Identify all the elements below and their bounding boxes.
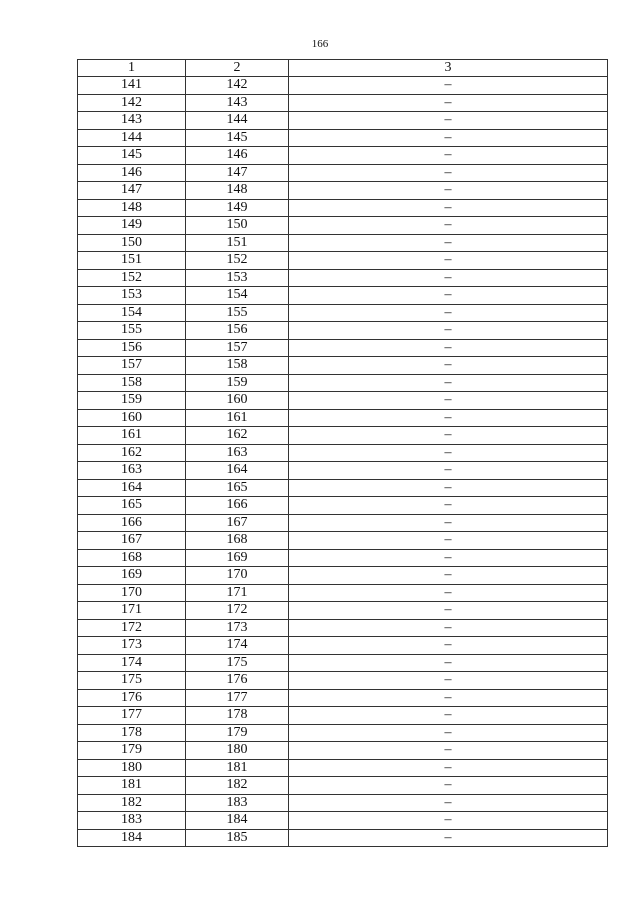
table-cell: 174 bbox=[186, 637, 289, 655]
table-cell: – bbox=[289, 269, 608, 287]
table-cell: – bbox=[289, 812, 608, 830]
table-row bbox=[78, 234, 608, 252]
table-cell: 176 bbox=[78, 689, 186, 707]
table-row bbox=[78, 427, 608, 445]
table-cell: – bbox=[289, 742, 608, 760]
table-row bbox=[78, 532, 608, 550]
table-cell: 145 bbox=[186, 129, 289, 147]
table-cell: 163 bbox=[186, 444, 289, 462]
table-cell: 177 bbox=[78, 707, 186, 725]
table-cell: 150 bbox=[78, 234, 186, 252]
table-cell: – bbox=[289, 479, 608, 497]
table-cell: – bbox=[289, 654, 608, 672]
table-cell: 149 bbox=[78, 217, 186, 235]
table-cell: 172 bbox=[78, 619, 186, 637]
table-row bbox=[78, 147, 608, 165]
table-cell: 169 bbox=[186, 549, 289, 567]
table-cell: 177 bbox=[186, 689, 289, 707]
table-row bbox=[78, 497, 608, 515]
table-cell: 147 bbox=[186, 164, 289, 182]
table-row bbox=[78, 567, 608, 585]
table-cell: 142 bbox=[78, 94, 186, 112]
table-row bbox=[78, 392, 608, 410]
table-row bbox=[78, 479, 608, 497]
table-cell: – bbox=[289, 322, 608, 340]
table-cell: 172 bbox=[186, 602, 289, 620]
table-row bbox=[78, 584, 608, 602]
table-cell: – bbox=[289, 532, 608, 550]
table-cell: 166 bbox=[78, 514, 186, 532]
table-cell: – bbox=[289, 374, 608, 392]
table-cell: 171 bbox=[78, 602, 186, 620]
table-cell: – bbox=[289, 584, 608, 602]
table-cell: – bbox=[289, 794, 608, 812]
table-cell: – bbox=[289, 392, 608, 410]
table-row bbox=[78, 777, 608, 795]
table-cell: – bbox=[289, 829, 608, 847]
table-row bbox=[78, 444, 608, 462]
table-cell: – bbox=[289, 147, 608, 165]
table-cell: – bbox=[289, 707, 608, 725]
table-row bbox=[78, 287, 608, 305]
table-cell: 146 bbox=[78, 164, 186, 182]
table-cell: 167 bbox=[78, 532, 186, 550]
table-cell: 171 bbox=[186, 584, 289, 602]
table-cell: 180 bbox=[186, 742, 289, 760]
table-cell: – bbox=[289, 217, 608, 235]
table-cell: 181 bbox=[186, 759, 289, 777]
table-cell: 169 bbox=[78, 567, 186, 585]
table-cell: 144 bbox=[186, 112, 289, 130]
table-cell: – bbox=[289, 234, 608, 252]
table-cell: 160 bbox=[78, 409, 186, 427]
table-row bbox=[78, 829, 608, 847]
table-cell: – bbox=[289, 497, 608, 515]
table-cell: – bbox=[289, 549, 608, 567]
table-cell: 161 bbox=[78, 427, 186, 445]
table-cell: 151 bbox=[78, 252, 186, 270]
table-cell: 181 bbox=[78, 777, 186, 795]
page-number: 166 bbox=[311, 38, 329, 50]
table-header-row bbox=[78, 60, 608, 77]
table-cell: 147 bbox=[78, 182, 186, 200]
table-cell: 163 bbox=[78, 462, 186, 480]
table-row bbox=[78, 514, 608, 532]
table-row bbox=[78, 602, 608, 620]
table-cell: 143 bbox=[186, 94, 289, 112]
table-row bbox=[78, 217, 608, 235]
table-cell: 170 bbox=[78, 584, 186, 602]
table-row bbox=[78, 689, 608, 707]
table-cell: 170 bbox=[186, 567, 289, 585]
table-cell: 146 bbox=[186, 147, 289, 165]
table-row bbox=[78, 199, 608, 217]
table-cell: 153 bbox=[186, 269, 289, 287]
table-cell: 173 bbox=[78, 637, 186, 655]
table-row bbox=[78, 77, 608, 95]
table-cell: – bbox=[289, 304, 608, 322]
table-cell: 182 bbox=[78, 794, 186, 812]
table-row bbox=[78, 409, 608, 427]
table-cell: 159 bbox=[78, 392, 186, 410]
table-cell: – bbox=[289, 689, 608, 707]
table-cell: 184 bbox=[78, 829, 186, 847]
table-cell: – bbox=[289, 164, 608, 182]
table-row bbox=[78, 707, 608, 725]
table-cell: 155 bbox=[78, 322, 186, 340]
table-row bbox=[78, 654, 608, 672]
table-row bbox=[78, 812, 608, 830]
table-cell: 148 bbox=[186, 182, 289, 200]
table-row bbox=[78, 252, 608, 270]
table-cell: – bbox=[289, 287, 608, 305]
table-cell: – bbox=[289, 182, 608, 200]
table-cell: – bbox=[289, 637, 608, 655]
table-row bbox=[78, 112, 608, 130]
table-cell: – bbox=[289, 444, 608, 462]
table-cell: 167 bbox=[186, 514, 289, 532]
table-cell: 150 bbox=[186, 217, 289, 235]
table-cell: – bbox=[289, 619, 608, 637]
table-cell: 144 bbox=[78, 129, 186, 147]
table-cell: 145 bbox=[78, 147, 186, 165]
table-row bbox=[78, 637, 608, 655]
table-cell: – bbox=[289, 409, 608, 427]
table-cell: 152 bbox=[186, 252, 289, 270]
table-cell: – bbox=[289, 514, 608, 532]
table-cell: – bbox=[289, 129, 608, 147]
table-cell: 151 bbox=[186, 234, 289, 252]
table-row bbox=[78, 794, 608, 812]
table-cell: – bbox=[289, 759, 608, 777]
table-cell: 162 bbox=[78, 444, 186, 462]
table-cell: 156 bbox=[78, 339, 186, 357]
table-cell: 179 bbox=[78, 742, 186, 760]
table-row bbox=[78, 672, 608, 690]
table-cell: 159 bbox=[186, 374, 289, 392]
table-row bbox=[78, 374, 608, 392]
table-cell: – bbox=[289, 357, 608, 375]
table-row bbox=[78, 322, 608, 340]
table-cell: 174 bbox=[78, 654, 186, 672]
table-cell: 180 bbox=[78, 759, 186, 777]
table-cell: 164 bbox=[78, 479, 186, 497]
table-row bbox=[78, 619, 608, 637]
table-cell: – bbox=[289, 724, 608, 742]
table-cell: 164 bbox=[186, 462, 289, 480]
table-cell: 154 bbox=[186, 287, 289, 305]
table-row bbox=[78, 304, 608, 322]
table-cell: 160 bbox=[186, 392, 289, 410]
table-cell: – bbox=[289, 252, 608, 270]
table-cell: 148 bbox=[78, 199, 186, 217]
table-cell: 175 bbox=[78, 672, 186, 690]
table-cell: – bbox=[289, 94, 608, 112]
table-cell: – bbox=[289, 77, 608, 95]
table-cell: 142 bbox=[186, 77, 289, 95]
table-cell: 143 bbox=[78, 112, 186, 130]
table-cell: – bbox=[289, 602, 608, 620]
table-cell: 173 bbox=[186, 619, 289, 637]
table-row bbox=[78, 164, 608, 182]
table-cell: 185 bbox=[186, 829, 289, 847]
table-cell: 149 bbox=[186, 199, 289, 217]
table-cell: 155 bbox=[186, 304, 289, 322]
table-cell: 168 bbox=[78, 549, 186, 567]
table-cell: 157 bbox=[186, 339, 289, 357]
table-cell: 184 bbox=[186, 812, 289, 830]
table-cell: 141 bbox=[78, 77, 186, 95]
table-cell: 179 bbox=[186, 724, 289, 742]
table-row bbox=[78, 462, 608, 480]
table-cell: 154 bbox=[78, 304, 186, 322]
table-cell: 168 bbox=[186, 532, 289, 550]
table-cell: 178 bbox=[186, 707, 289, 725]
table-cell: – bbox=[289, 339, 608, 357]
table-row bbox=[78, 357, 608, 375]
table-cell: 157 bbox=[78, 357, 186, 375]
table-cell: 176 bbox=[186, 672, 289, 690]
table-cell: – bbox=[289, 199, 608, 217]
table-cell: 161 bbox=[186, 409, 289, 427]
table-cell: – bbox=[289, 112, 608, 130]
table-cell: – bbox=[289, 567, 608, 585]
table-cell: 175 bbox=[186, 654, 289, 672]
table-row bbox=[78, 94, 608, 112]
column-header: 1 bbox=[78, 60, 186, 77]
table-cell: – bbox=[289, 427, 608, 445]
table-row bbox=[78, 182, 608, 200]
table-cell: 156 bbox=[186, 322, 289, 340]
table-cell: 166 bbox=[186, 497, 289, 515]
column-header: 2 bbox=[186, 60, 289, 77]
table-cell: – bbox=[289, 672, 608, 690]
table-cell: 183 bbox=[78, 812, 186, 830]
table-row bbox=[78, 129, 608, 147]
table-cell: 153 bbox=[78, 287, 186, 305]
table-cell: 162 bbox=[186, 427, 289, 445]
table-row bbox=[78, 339, 608, 357]
table-cell: 158 bbox=[186, 357, 289, 375]
table-row bbox=[78, 269, 608, 287]
table-cell: 183 bbox=[186, 794, 289, 812]
table-row bbox=[78, 549, 608, 567]
table-cell: – bbox=[289, 777, 608, 795]
column-header: 3 bbox=[289, 60, 608, 77]
table-cell: 178 bbox=[78, 724, 186, 742]
table-cell: 152 bbox=[78, 269, 186, 287]
table-row bbox=[78, 759, 608, 777]
table-cell: – bbox=[289, 462, 608, 480]
data-table bbox=[77, 59, 608, 847]
table-cell: 165 bbox=[78, 497, 186, 515]
table-cell: 182 bbox=[186, 777, 289, 795]
table-cell: 158 bbox=[78, 374, 186, 392]
table-cell: 165 bbox=[186, 479, 289, 497]
table-row bbox=[78, 724, 608, 742]
table-row bbox=[78, 742, 608, 760]
